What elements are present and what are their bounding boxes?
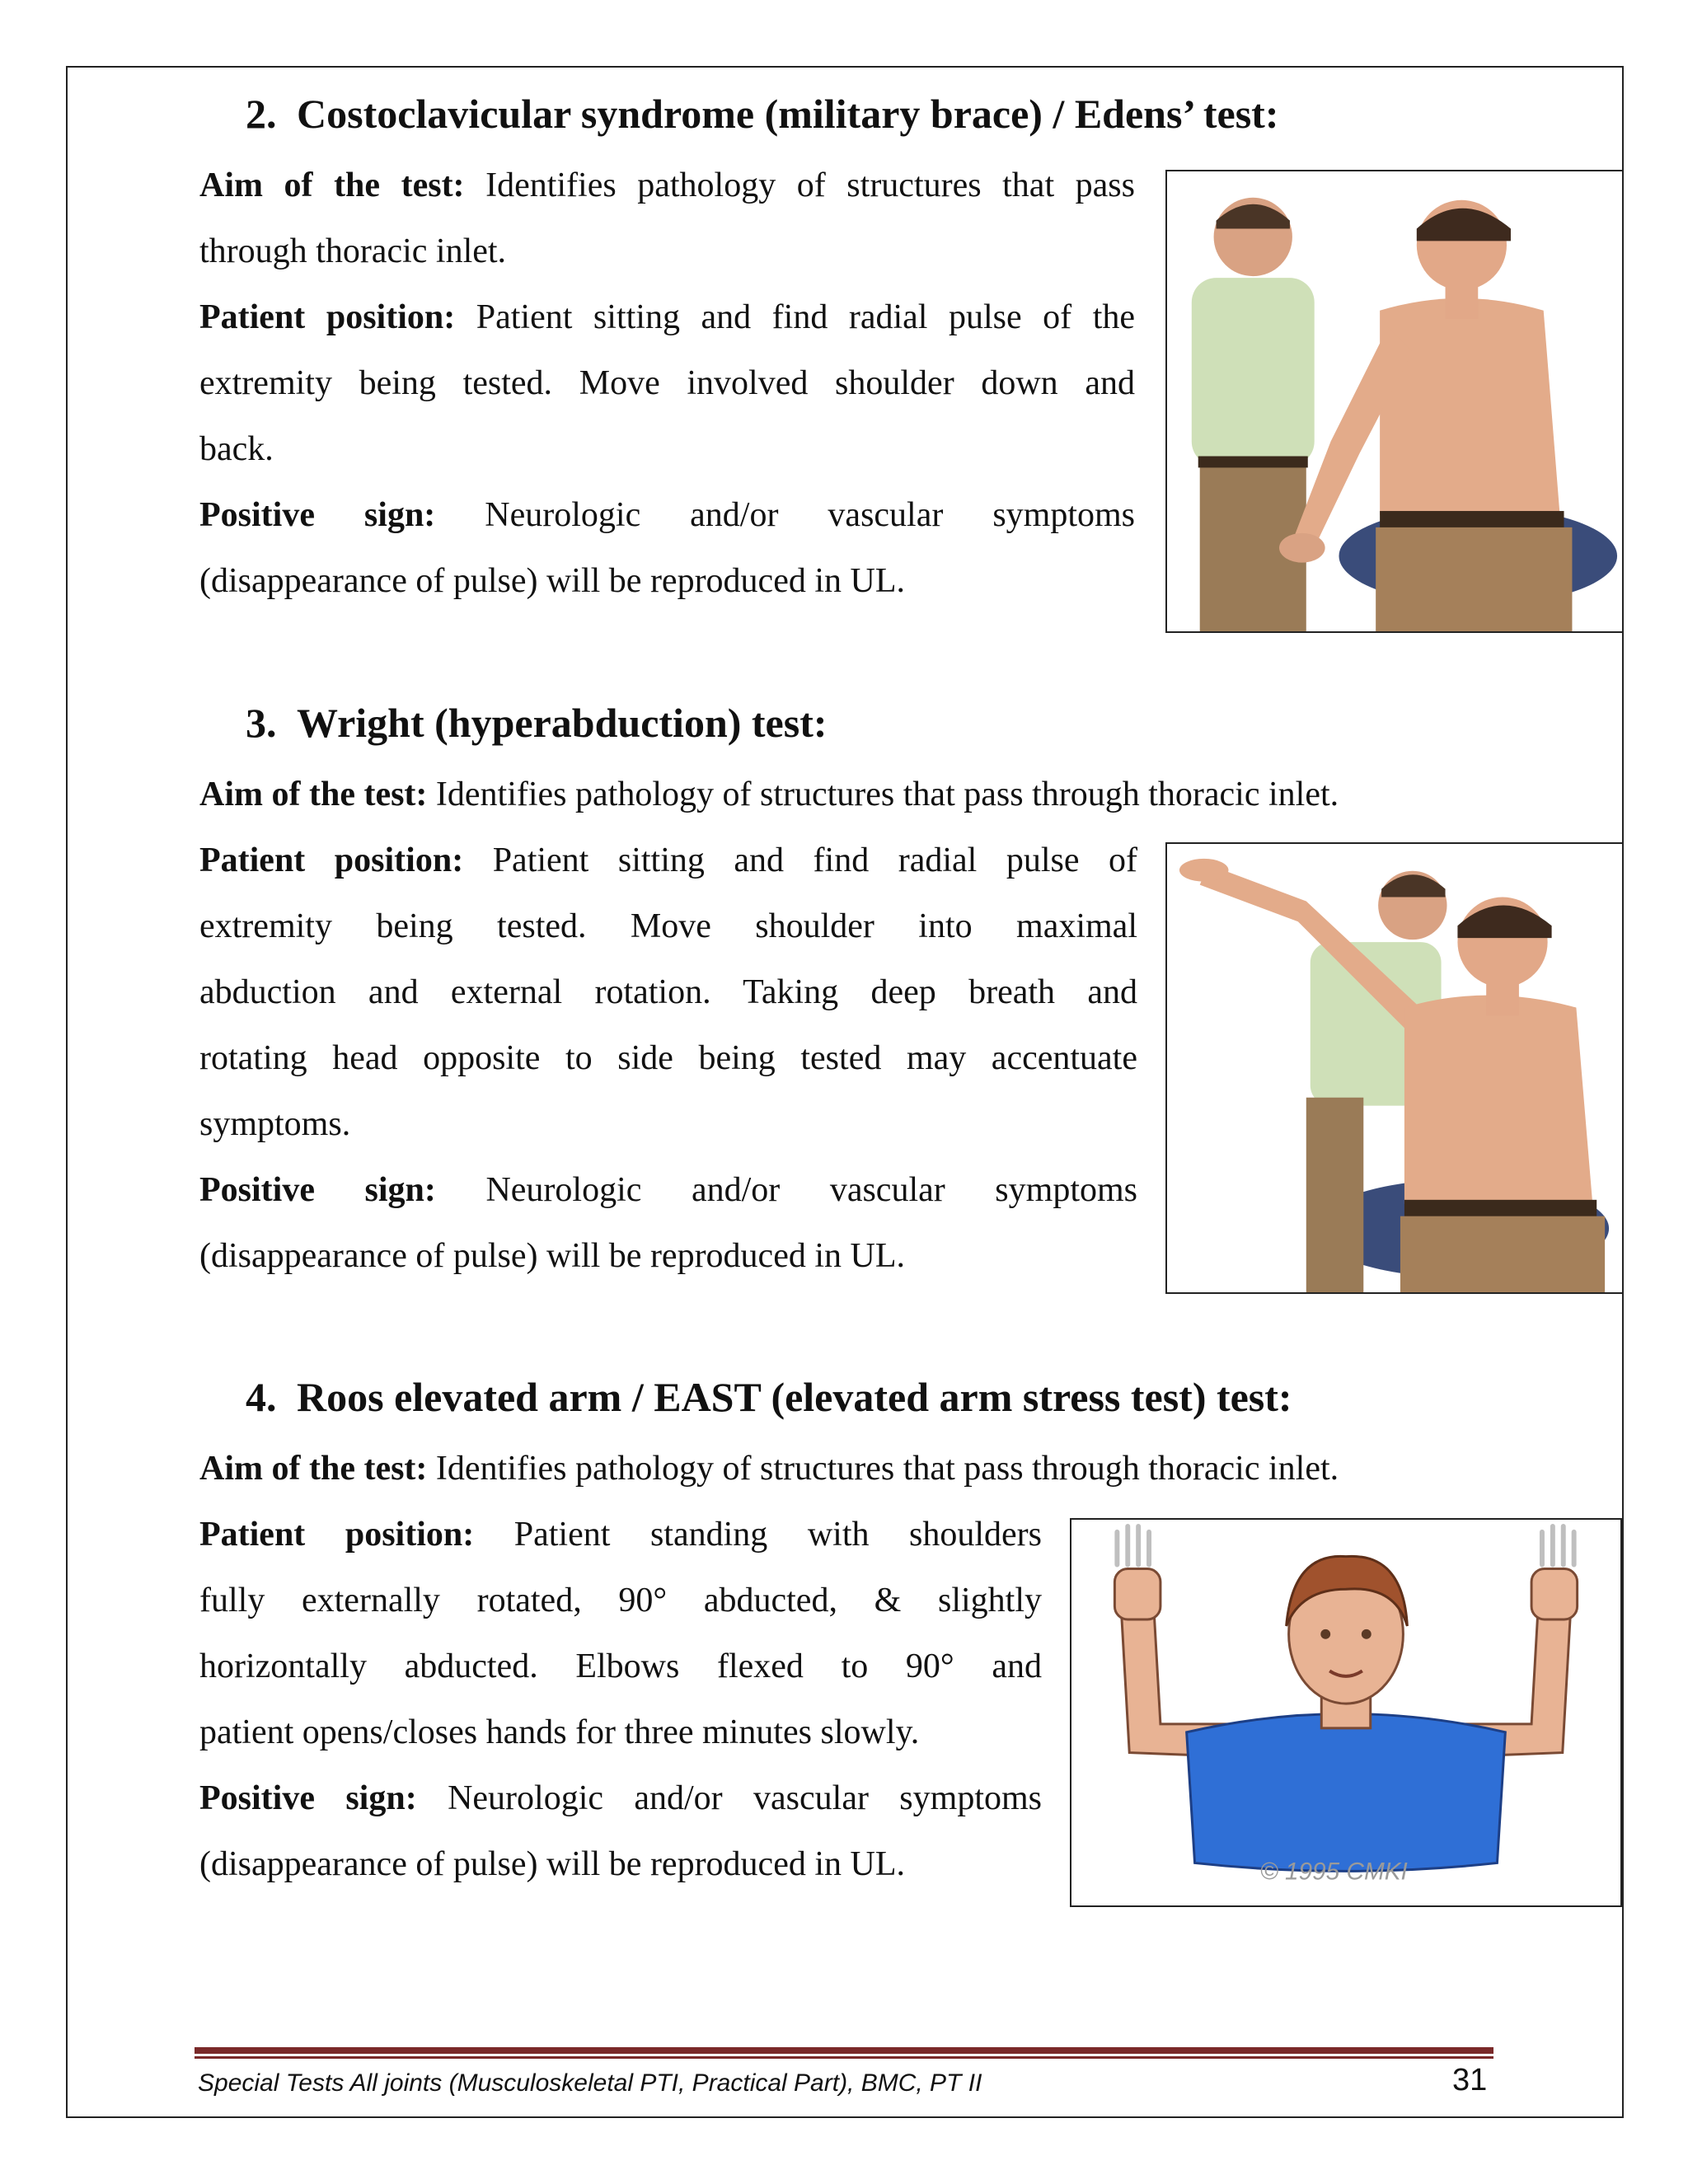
- position-label: Patient position:: [199, 298, 456, 336]
- wright-test-illustration: [1167, 844, 1622, 1292]
- footer-rule-thick: [195, 2047, 1493, 2054]
- section-3-aim-line-1: [199, 762, 1339, 827]
- section-2-position-line-2: extremity being tested. Move involved shoulder down and: [199, 364, 1135, 402]
- section-3-position-line-2: extremity being tested. Move shoulder into maximal: [199, 907, 1137, 945]
- roos-copyright: © 1995 CMKI: [1259, 1858, 1408, 1886]
- section-2-position-line-1: [199, 284, 1135, 350]
- aim-label: Aim of the test:: [199, 166, 465, 204]
- sign-text: Neurologic and/or vascular symptoms: [485, 496, 1136, 534]
- aim-label: Aim of the test:: [199, 1450, 428, 1488]
- section-2-number: 2.: [246, 91, 277, 137]
- section-3-heading: [246, 698, 828, 748]
- section-2-sign-line-1: [199, 482, 1135, 548]
- section-2-heading: [246, 89, 1278, 138]
- aim-text: Identifies pathology of structures that pass through thoracic inlet.: [435, 776, 1339, 813]
- section-4-position-line-4: patient opens/closes hands for three minutes slowly.: [199, 1713, 920, 1751]
- edens-test-illustration: [1167, 171, 1622, 631]
- roos-test-drawing: [1071, 1520, 1620, 1905]
- section-3-position-line-3: abduction and external rotation. Taking deep breath and: [199, 973, 1137, 1011]
- sign-label: Positive sign:: [199, 496, 436, 534]
- sign-text: Neurologic and/or vascular symptoms: [485, 1171, 1137, 1209]
- section-3-position-line-5: symptoms.: [199, 1105, 351, 1143]
- section-4-heading: [246, 1372, 1292, 1422]
- sign-text: Neurologic and/or vascular symptoms: [448, 1779, 1043, 1817]
- section-2-aim-line-1: [199, 152, 1135, 218]
- section-2-position-line-3: back.: [199, 430, 274, 468]
- section-2-title: Costoclavicular syndrome (military brace) / Edens’ test:: [297, 91, 1279, 137]
- section-2-sign-line-2: (disappearance of pulse) will be reproduced in UL.: [199, 562, 905, 600]
- section-3-position-line-1: [199, 827, 1137, 893]
- aim-label: Aim of the test:: [199, 776, 428, 813]
- position-text: Patient standing with shoulders: [513, 1516, 1043, 1554]
- section-4-sign-line-1: [199, 1765, 1042, 1831]
- roos-test-illustration: [1070, 1518, 1622, 1907]
- position-text: Patient sitting and find radial pulse of the: [476, 298, 1136, 336]
- section-4-position-line-3: horizontally abducted. Elbows flexed to 90° and: [199, 1647, 1042, 1685]
- edens-test-photo: [1165, 170, 1624, 633]
- section-4-number: 4.: [246, 1374, 277, 1420]
- aim-text: Identifies pathology of structures that pass through thoracic inlet.: [435, 1450, 1339, 1488]
- footer-title: Special Tests All joints (Musculoskeletal PTI, Practical Part), BMC, PT II: [198, 2069, 982, 2097]
- section-3-position-line-4: rotating head opposite to side being tested may accentuate: [199, 1039, 1137, 1077]
- section-3-title: Wright (hyperabduction) test:: [297, 700, 828, 746]
- section-3-number: 3.: [246, 700, 277, 746]
- page-number: 31: [1452, 2063, 1488, 2097]
- sign-label: Positive sign:: [199, 1779, 417, 1817]
- section-4-sign-line-2: (disappearance of pulse) will be reproduced in UL.: [199, 1845, 905, 1883]
- sign-label: Positive sign:: [199, 1171, 436, 1209]
- section-4-aim-line-1: [199, 1436, 1339, 1502]
- section-2-aim-line-2: through thoracic inlet.: [199, 232, 507, 270]
- aim-text: Identifies pathology of structures that pass: [485, 166, 1135, 204]
- position-label: Patient position:: [199, 1516, 475, 1554]
- section-4-position-line-2: fully externally rotated, 90° abducted, & slightly: [199, 1582, 1042, 1619]
- position-text: Patient sitting and find radial pulse of: [492, 841, 1137, 879]
- section-4-title: Roos elevated arm / EAST (elevated arm stress test) test:: [297, 1374, 1292, 1420]
- wright-test-photo: [1165, 842, 1624, 1294]
- position-label: Patient position:: [199, 841, 464, 879]
- section-3-sign-line-2: (disappearance of pulse) will be reproduced in UL.: [199, 1237, 905, 1275]
- footer-rule-thin: [195, 2056, 1493, 2059]
- section-3-sign-line-1: [199, 1157, 1137, 1223]
- section-4-position-line-1: [199, 1502, 1042, 1568]
